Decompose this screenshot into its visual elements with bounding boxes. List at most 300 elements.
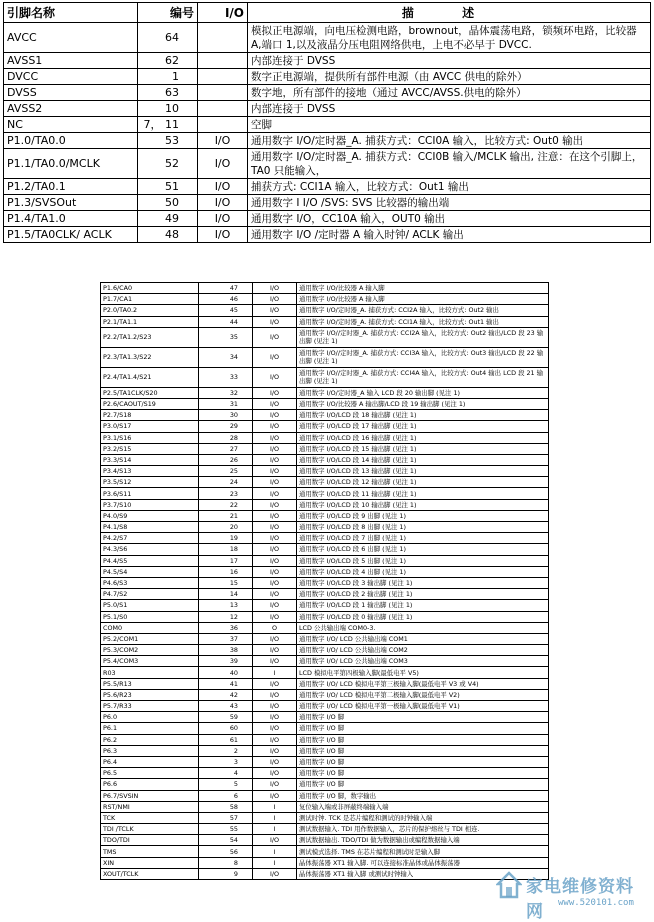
table-row — [4, 69, 651, 85]
pin-number-cell: 64 — [138, 23, 198, 53]
io-cell: I/O — [253, 756, 297, 767]
io-cell: I/O — [253, 701, 297, 712]
table-row — [101, 305, 549, 316]
pin-name-cell: P1.1/TA0.0/MCLK — [4, 149, 138, 179]
pin-name-cell: DVCC — [4, 69, 138, 85]
pin-number-cell: 20 — [199, 522, 253, 533]
pin-name-cell: P6.4 — [101, 756, 199, 767]
table-row — [101, 577, 549, 588]
pin-number-cell: 16 — [199, 566, 253, 577]
table-row — [101, 824, 549, 835]
description-cell: 通用数字 I/O/ LCD 模拟电平第二极输入脚(最低电平 V2) — [297, 689, 549, 700]
table-row — [101, 600, 549, 611]
description-cell: 晶体振荡器 XT1 输入脚. 可以连接标准晶体或晶体振荡器 — [297, 857, 549, 868]
description-cell: 通用数字 I/O//定时器_A. 捕获方式: CCI3A 输入，比较方式: Out3 输出/LCD 段 22 输出脚 (见注 1) — [297, 347, 549, 367]
io-cell: I/O — [253, 477, 297, 488]
pin-number-cell: 14 — [199, 589, 253, 600]
pin-number-cell: 42 — [199, 689, 253, 700]
pin-name-cell: P4.3/S6 — [101, 544, 199, 555]
pin-number-cell: 5 — [199, 779, 253, 790]
pin-name-cell: XOUT/TCLK — [101, 868, 199, 879]
table-row — [101, 432, 549, 443]
io-cell: I/O — [253, 347, 297, 367]
description-cell: 通用数字 I/O/LCD 段 0 输出脚 (见注 1) — [297, 611, 549, 622]
io-cell: I/O — [253, 779, 297, 790]
io-cell: I — [253, 824, 297, 835]
description-cell: 通用数字 I/O/LCD 段 8 出脚 (见注 1) — [297, 522, 549, 533]
pin-number-cell: 61 — [199, 734, 253, 745]
pin-number-cell: 58 — [199, 801, 253, 812]
description-cell: 通用数字 I/O/比较器 A 输出脚/LCD 段 19 输出脚 (见注 1) — [297, 398, 549, 409]
pin-name-cell: AVSS2 — [4, 101, 138, 117]
description-cell: 通用数字 I/O/LCD 段 9 出脚 (见注 1) — [297, 510, 549, 521]
pin-name-cell: P3.7/S10 — [101, 499, 199, 510]
io-cell: I/O — [253, 488, 297, 499]
io-cell: I/O — [198, 195, 248, 211]
pin-number-cell: 62 — [138, 53, 198, 69]
pin-name-cell: P3.1/S16 — [101, 432, 199, 443]
description-cell: 通用数字 I/O/LCD 段 14 输出脚 (见注 1) — [297, 454, 549, 465]
pin-number-cell: 3 — [199, 756, 253, 767]
io-cell: I — [253, 846, 297, 857]
io-cell: I/O — [253, 611, 297, 622]
table-row — [101, 367, 549, 387]
pin-number-cell: 45 — [199, 305, 253, 316]
io-cell: I/O — [253, 555, 297, 566]
io-cell: I/O — [253, 656, 297, 667]
table-row — [101, 510, 549, 521]
house-logo-icon — [496, 870, 522, 900]
pin-number-cell: 37 — [199, 633, 253, 644]
description-cell: 通用数字 I/O 脚 — [297, 723, 549, 734]
description-cell: 通用数字 I/O/LCD 段 13 输出脚 (见注 1) — [297, 466, 549, 477]
table-row — [101, 522, 549, 533]
description-cell: 通用数字 I/O/ LCD 公共输出端 COM2 — [297, 645, 549, 656]
io-cell: I/O — [253, 466, 297, 477]
table-row — [4, 53, 651, 69]
pin-name-cell: AVSS1 — [4, 53, 138, 69]
pin-name-cell: P3.3/S14 — [101, 454, 199, 465]
io-cell: I/O — [253, 522, 297, 533]
pin-number-cell: 51 — [138, 179, 198, 195]
description-cell: 通用数字 I/O 脚，数字输出 — [297, 790, 549, 801]
io-cell: O — [253, 622, 297, 633]
io-cell: I/O — [253, 432, 297, 443]
table-row — [101, 790, 549, 801]
pin-number-cell: 34 — [199, 347, 253, 367]
description-cell: 通用数字 I/O/定时器_A. 捕获方式: CCI2A 输入，比较方式: Out2 输出 — [297, 305, 549, 316]
description-cell: 内部连接于 DVSS — [248, 101, 651, 117]
io-cell — [198, 69, 248, 85]
pin-name-cell: TCK — [101, 812, 199, 823]
pin-name-cell: P4.6/S3 — [101, 577, 199, 588]
table-row — [101, 701, 549, 712]
description-cell: 通用数字 I/O/ LCD 模拟电平第三极输入脚(最低电平 V3 或 V4) — [297, 678, 549, 689]
pin-name-cell: NC — [4, 117, 138, 133]
table-row — [101, 689, 549, 700]
pin-name-cell: P2.0/TA0.2 — [101, 305, 199, 316]
description-cell: 通用数字 I/O/LCD 段 2 输出脚 (见注 1) — [297, 589, 549, 600]
pin-name-cell: P2.5/TA1CLK/S20 — [101, 387, 199, 398]
io-cell: I — [253, 812, 297, 823]
description-cell: 测试数据输入. TDI 用作数据输入，芯片的保护熔丝与 TDI 相连. — [297, 824, 549, 835]
table-row — [101, 443, 549, 454]
pin-number-cell: 1 — [138, 69, 198, 85]
pin-number-cell: 39 — [199, 656, 253, 667]
pin-name-cell: P1.7/CA1 — [101, 294, 199, 305]
description-cell: 通用数字 I/O/比较器 A 输入脚 — [297, 283, 549, 294]
description-cell: 晶体振荡器 XT1 输入脚 或测试时钟输入 — [297, 868, 549, 879]
io-cell: I/O — [253, 868, 297, 879]
description-cell: 通用数字 I/O/定时器_A. 捕获方式：CCI0B 输入/MCLK 输出, 注意：在这个引脚上，TA0 只能输入， — [248, 149, 651, 179]
pin-number-cell: 43 — [199, 701, 253, 712]
pin-name-cell: P1.6/CA0 — [101, 283, 199, 294]
pin-name-cell: P1.3/SVSOut — [4, 195, 138, 211]
pin-name-cell: P4.4/S5 — [101, 555, 199, 566]
pin-name-cell: P5.6/R23 — [101, 689, 199, 700]
table-row — [4, 101, 651, 117]
io-cell: I/O — [253, 367, 297, 387]
pin-number-cell: 30 — [199, 410, 253, 421]
pin-number-cell: 40 — [199, 667, 253, 678]
pin-name-cell: P6.0 — [101, 712, 199, 723]
table-row — [4, 195, 651, 211]
io-cell — [198, 23, 248, 53]
table-row — [101, 347, 549, 367]
table-row — [101, 454, 549, 465]
description-cell: 通用数字 I/O/定时器_A 输入 LCD 段 20 输出脚 (见注 1) — [297, 387, 549, 398]
table-row — [101, 555, 549, 566]
description-cell: 通用数字 I/O/LCD 段 6 出脚 (见注 1) — [297, 544, 549, 555]
pin-name-cell: P5.3/COM2 — [101, 645, 199, 656]
pin-number-cell: 24 — [199, 477, 253, 488]
table-row — [101, 622, 549, 633]
pin-number-cell: 47 — [199, 283, 253, 294]
description-cell: 通用数字 I/O /定时器 A 输入时钟/ ACLK 输出 — [248, 227, 651, 243]
table-row — [4, 133, 651, 149]
description-cell: 通用数字 I/O/LCD 段 16 输出脚 (见注 1) — [297, 432, 549, 443]
pin-name-cell: P5.5/R13 — [101, 678, 199, 689]
description-cell: 通用数字 I/O/LCD 段 11 输出脚 (见注 1) — [297, 488, 549, 499]
pin-name-cell: P1.2/TA0.1 — [4, 179, 138, 195]
pin-name-cell: P4.7/S2 — [101, 589, 199, 600]
table-row — [101, 667, 549, 678]
pin-number-cell: 23 — [199, 488, 253, 499]
pin-number-cell: 19 — [199, 533, 253, 544]
description-cell: 通用数字 I/O/LCD 段 7 出脚 (见注 1) — [297, 533, 549, 544]
description-cell: 通用数字 I/O/定时器_A. 捕获方式：CCI0A 输入，比较方式: Out0 输出 — [248, 133, 651, 149]
pin-name-cell: R03 — [101, 667, 199, 678]
pin-name-cell: P6.7/SVSIN — [101, 790, 199, 801]
pin-number-cell: 55 — [199, 824, 253, 835]
table-row — [101, 745, 549, 756]
pin-number-cell: 33 — [199, 367, 253, 387]
header-io: I/O — [198, 3, 248, 23]
description-cell: 通用数字 I/O/LCD 段 10 输出脚 (见注 1) — [297, 499, 549, 510]
description-cell: 通用数字 I/O/LCD 段 18 输出脚 (见注 1) — [297, 410, 549, 421]
pin-name-cell: P1.5/TA0CLK/ ACLK — [4, 227, 138, 243]
table-row — [101, 466, 549, 477]
pin-number-cell: 48 — [138, 227, 198, 243]
pin-name-cell: P2.6/CAOUT/S19 — [101, 398, 199, 409]
table-row — [101, 645, 549, 656]
pin-number-cell: 31 — [199, 398, 253, 409]
io-cell — [198, 53, 248, 69]
description-cell: 通用数字 I/O//定时器_A. 捕获方式: CCI4A 输入，比较方式: Out4 输出 LCD 段 21 输出脚 (见注 1) — [297, 367, 549, 387]
table-row — [101, 768, 549, 779]
pin-number-cell: 2 — [199, 745, 253, 756]
table-row — [101, 846, 549, 857]
description-cell: 通用数字 I/O/LCD 段 3 输出脚 (见注 1) — [297, 577, 549, 588]
description-cell: 通用数字 I/O//定时器_A. 捕获方式: CCI2A 输入，比较方式: Out2 输出/LCD 段 23 输出脚 (见注 1) — [297, 327, 549, 347]
pin-number-cell: 52 — [138, 149, 198, 179]
pin-name-cell: P4.1/S8 — [101, 522, 199, 533]
pin-name-cell: AVCC — [4, 23, 138, 53]
pin-number-cell: 21 — [199, 510, 253, 521]
pin-name-cell: P6.5 — [101, 768, 199, 779]
pin-number-cell: 57 — [199, 812, 253, 823]
table-row — [101, 857, 549, 868]
io-cell: I/O — [253, 712, 297, 723]
pin-name-cell: P2.4/TA1.4/S21 — [101, 367, 199, 387]
pin-name-cell: XIN — [101, 857, 199, 868]
pin-number-cell: 22 — [199, 499, 253, 510]
pin-number-cell: 29 — [199, 421, 253, 432]
description-cell: 通用数字 I/O/LCD 段 4 出脚 (见注 1) — [297, 566, 549, 577]
io-cell: I/O — [253, 410, 297, 421]
description-cell: 复位输入端或非屏蔽终端输入端 — [297, 801, 549, 812]
description-cell: 模拟正电源端，向电压检测电路，brownout，晶体震荡电路，锁频环电路，比较器 A,端口 1,以及液晶分压电阻网络供电，上电不必早于 DVCC. — [248, 23, 651, 53]
description-cell: 通用数字 I/O/ LCD 公共输出端 COM3 — [297, 656, 549, 667]
pin-name-cell: P4.2/S7 — [101, 533, 199, 544]
table-row — [101, 801, 549, 812]
pin-name-cell: P2.1/TA1.1 — [101, 316, 199, 327]
pin-name-cell: P5.0/S1 — [101, 600, 199, 611]
table-row — [101, 868, 549, 879]
pin-name-cell: P4.0/S9 — [101, 510, 199, 521]
io-cell: I/O — [198, 211, 248, 227]
pin-name-cell: P5.4/COM3 — [101, 656, 199, 667]
table-row — [101, 477, 549, 488]
pin-number-cell: 36 — [199, 622, 253, 633]
io-cell: I/O — [253, 454, 297, 465]
table-row — [101, 678, 549, 689]
pin-name-cell: P5.2/COM1 — [101, 633, 199, 644]
table-row — [101, 327, 549, 347]
io-cell: I/O — [253, 421, 297, 432]
table-row — [4, 23, 651, 53]
table-row — [4, 149, 651, 179]
io-cell: I/O — [253, 294, 297, 305]
pin-number-cell: 46 — [199, 294, 253, 305]
pin-number-cell: 32 — [199, 387, 253, 398]
table-row — [101, 283, 549, 294]
io-cell: I/O — [253, 678, 297, 689]
pin-number-cell: 15 — [199, 577, 253, 588]
table-row — [101, 723, 549, 734]
pin-number-cell: 7， 11 — [138, 117, 198, 133]
table-row — [4, 85, 651, 101]
pin-name-cell: P2.2/TA1.2/S23 — [101, 327, 199, 347]
table-row — [101, 544, 549, 555]
io-cell: I — [253, 801, 297, 812]
table-row — [101, 533, 549, 544]
table-row — [101, 756, 549, 767]
io-cell: I/O — [253, 499, 297, 510]
io-cell — [198, 85, 248, 101]
pin-number-cell: 63 — [138, 85, 198, 101]
io-cell: I/O — [253, 510, 297, 521]
table-row — [101, 499, 549, 510]
pin-number-cell: 17 — [199, 555, 253, 566]
io-cell: I/O — [253, 327, 297, 347]
header-pin-number: 编号 — [138, 3, 198, 23]
pin-number-cell: 8 — [199, 857, 253, 868]
table-row — [101, 488, 549, 499]
io-cell: I/O — [253, 316, 297, 327]
pin-table-continued — [100, 282, 549, 880]
description-cell: 通用数字 I/O 脚 — [297, 779, 549, 790]
io-cell: I/O — [253, 544, 297, 555]
io-cell: I — [253, 667, 297, 678]
pin-name-cell: P3.0/S17 — [101, 421, 199, 432]
description-cell: 通用数字 I/O/比较器 A 输入脚 — [297, 294, 549, 305]
table-row — [101, 812, 549, 823]
description-cell: 数字地，所有部件的接地（通过 AVCC/AVSS.供电的除外） — [248, 85, 651, 101]
pin-number-cell: 6 — [199, 790, 253, 801]
table-row — [4, 179, 651, 195]
io-cell: I/O — [253, 768, 297, 779]
table-row — [101, 410, 549, 421]
table-row — [4, 117, 651, 133]
pin-number-cell: 49 — [138, 211, 198, 227]
description-cell: 通用数字 I I/O /SVS: SVS 比较器的输出端 — [248, 195, 651, 211]
description-cell: 内部连接于 DVSS — [248, 53, 651, 69]
pin-number-cell: 18 — [199, 544, 253, 555]
io-cell: I/O — [253, 533, 297, 544]
description-cell: 通用数字 I/O/LCD 段 5 出脚 (见注 1) — [297, 555, 549, 566]
pin-name-cell: P2.3/TA1.3/S22 — [101, 347, 199, 367]
pin-name-cell: TDO/TDI — [101, 835, 199, 846]
pin-name-cell: P3.6/S11 — [101, 488, 199, 499]
pin-name-cell: DVSS — [4, 85, 138, 101]
table-row — [4, 211, 651, 227]
description-cell: 通用数字 I/O，CC10A 输入，OUT0 输出 — [248, 211, 651, 227]
table-row — [101, 398, 549, 409]
io-cell: I/O — [253, 600, 297, 611]
pin-name-cell: P3.2/S15 — [101, 443, 199, 454]
table-row — [101, 611, 549, 622]
pin-number-cell: 13 — [199, 600, 253, 611]
description-cell: 空脚 — [248, 117, 651, 133]
table-row — [101, 656, 549, 667]
pin-number-cell: 35 — [199, 327, 253, 347]
io-cell: I/O — [198, 227, 248, 243]
description-cell: 数字正电源端，提供所有部件电源（由 AVCC 供电的除外） — [248, 69, 651, 85]
pin-number-cell: 10 — [138, 101, 198, 117]
table-row — [101, 835, 549, 846]
pin-name-cell: P3.5/S12 — [101, 477, 199, 488]
pin-name-cell: P6.2 — [101, 734, 199, 745]
io-cell: I/O — [253, 835, 297, 846]
description-cell: 通用数字 I/O/ LCD 模拟电平第一极输入脚(最低电平 V1) — [297, 701, 549, 712]
table-row — [101, 566, 549, 577]
description-cell: 通用数字 I/O/LCD 段 17 输出脚 (见注 1) — [297, 421, 549, 432]
pin-number-cell: 53 — [138, 133, 198, 149]
pin-table-main — [3, 2, 651, 243]
pin-name-cell: P6.1 — [101, 723, 199, 734]
description-cell: 测试数据输出. TDO/TDI 做为数据输出或编程数据输入端 — [297, 835, 549, 846]
io-cell: I/O — [253, 645, 297, 656]
description-cell: LCD 模拟电平第四极输入脚(最低电平 V5) — [297, 667, 549, 678]
table-row — [101, 734, 549, 745]
io-cell: I/O — [253, 305, 297, 316]
description-cell: 通用数字 I/O/LCD 段 15 输出脚 (见注 1) — [297, 443, 549, 454]
table-row — [101, 633, 549, 644]
table-row — [101, 387, 549, 398]
pin-number-cell: 25 — [199, 466, 253, 477]
pin-number-cell: 54 — [199, 835, 253, 846]
pin-number-cell: 27 — [199, 443, 253, 454]
table-row — [101, 779, 549, 790]
description-cell: 通用数字 I/O 脚 — [297, 756, 549, 767]
pin-name-cell: TDI /TCLK — [101, 824, 199, 835]
io-cell: I/O — [253, 723, 297, 734]
watermark-url: www.520101.com — [558, 898, 634, 908]
pin-number-cell: 50 — [138, 195, 198, 211]
description-cell: 捕获方式: CCI1A 输入，比较方式：Out1 输出 — [248, 179, 651, 195]
description-cell: 测试模式选择. TMS 在芯片编程和测试时是输入脚 — [297, 846, 549, 857]
pin-number-cell: 41 — [199, 678, 253, 689]
pin-name-cell: RST/NMI — [101, 801, 199, 812]
table-header — [4, 3, 651, 23]
pin-number-cell: 26 — [199, 454, 253, 465]
io-cell: I/O — [253, 566, 297, 577]
pin-name-cell: P3.4/S13 — [101, 466, 199, 477]
pin-number-cell: 28 — [199, 432, 253, 443]
pin-name-cell: P5.7/R33 — [101, 701, 199, 712]
table-row — [101, 294, 549, 305]
pin-number-cell: 9 — [199, 868, 253, 879]
description-cell: 通用数字 I/O 脚 — [297, 734, 549, 745]
description-cell: 通用数字 I/O/定时器_A. 捕获方式: CCI1A 输入，比较方式: Out1 输出 — [297, 316, 549, 327]
description-cell: 通用数字 I/O/ LCD 公共输出端 COM1 — [297, 633, 549, 644]
description-cell: 通用数字 I/O 脚 — [297, 745, 549, 756]
io-cell: I/O — [253, 689, 297, 700]
pin-number-cell: 60 — [199, 723, 253, 734]
pin-name-cell: P6.6 — [101, 779, 199, 790]
pin-name-cell: P6.3 — [101, 745, 199, 756]
description-cell: 通用数字 I/O/LCD 段 1 输出脚 (见注 1) — [297, 600, 549, 611]
pin-number-cell: 44 — [199, 316, 253, 327]
io-cell — [198, 117, 248, 133]
description-cell: 测试时钟. TCK 是芯片编程和测试的时钟输入端 — [297, 812, 549, 823]
description-cell: 通用数字 I/O 脚 — [297, 712, 549, 723]
header-pin-name: 引脚名称 — [4, 3, 138, 23]
io-cell: I/O — [253, 577, 297, 588]
watermark — [496, 868, 646, 922]
description-cell: 通用数字 I/O 脚 — [297, 768, 549, 779]
io-cell: I — [253, 857, 297, 868]
pin-name-cell: COM0 — [101, 622, 199, 633]
io-cell: I/O — [253, 443, 297, 454]
io-cell: I/O — [198, 149, 248, 179]
pin-name-cell: P1.4/TA1.0 — [4, 211, 138, 227]
header-description: 描 述 — [248, 3, 651, 23]
io-cell: I/O — [198, 179, 248, 195]
watermark-site-name: 家电维修资料网 — [526, 877, 634, 922]
table-row — [4, 227, 651, 243]
